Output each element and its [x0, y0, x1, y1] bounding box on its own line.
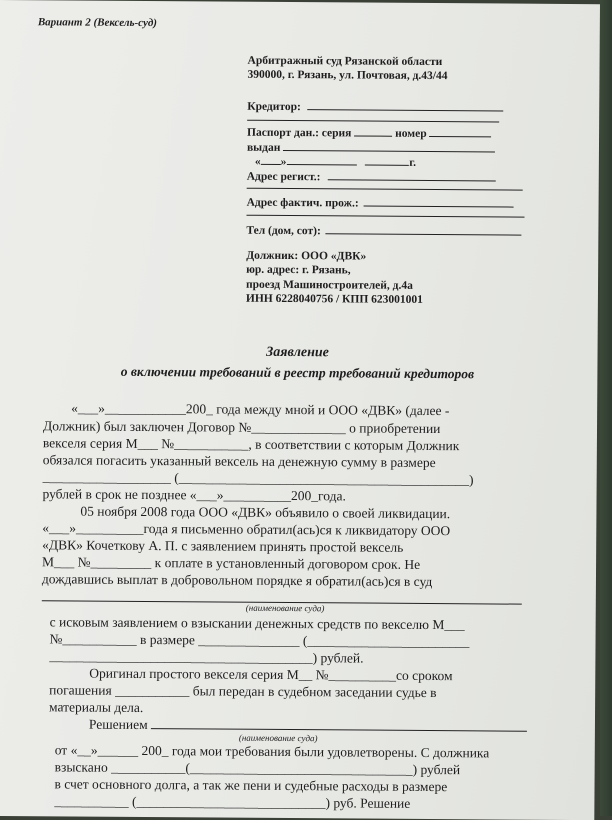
document-title: Заявление	[266, 344, 329, 361]
body-line-17: материалы дела.	[49, 699, 144, 716]
body-line-8: «___»__________года я письменно обратил(ась)ся к ликвидатору ООО	[42, 520, 451, 539]
reg-address-label: Адрес регист.:	[246, 170, 321, 184]
court-address: 390000, г. Рязань, ул. Почтовая, д.43/44	[247, 68, 448, 83]
body-line-22: ___________ (____________________________) руб. Решение	[54, 793, 411, 811]
phone-blank	[326, 222, 522, 235]
body-line-14: _______________________________________) рублей.	[49, 648, 364, 666]
date-close-quote: »	[280, 155, 287, 169]
passport-number-label: номер	[395, 127, 427, 140]
body-line-9: «ДВК» Кочеткову А. П. с заявлением принять простой вексель	[42, 537, 404, 555]
issued-blank	[283, 139, 495, 152]
passport-label: Паспорт дан.: серия	[247, 126, 352, 140]
body-line-15: Оригинал простого векселя серия М__ №__________со сроком	[89, 665, 453, 684]
court-name-caption-2: (наименование суда)	[238, 732, 318, 744]
background-edge	[600, 0, 612, 816]
phone-label: Тел (дом, сот):	[246, 224, 321, 238]
passport-series-blank	[354, 124, 392, 136]
body-line-6: рублей в срок не позднее «___»__________200_года.	[42, 486, 346, 504]
actual-address-label: Адрес фактич. прож.:	[246, 196, 359, 210]
body-line-10: М___ №_________ к оплате в установленный договором срок. Не	[42, 554, 421, 572]
court-name-blank-2	[151, 717, 527, 732]
reg-address-blank-2	[247, 188, 523, 191]
issued-date-field	[255, 153, 416, 169]
debtor-label: Должник: ООО «ДВК»	[246, 249, 367, 263]
body-line-19: от «__»______ 200_ года мои требования были удовлетворены. С должника	[54, 742, 490, 761]
body-line-13: №___________ в размере _______________ (________________________	[49, 631, 470, 650]
passport-field	[247, 124, 492, 141]
body-line-7: 05 ноября 2008 года ООО «ДВК» объявило о своей ликвидации.	[80, 503, 451, 522]
passport-number-blank	[429, 125, 491, 137]
debtor-address-2: проезд Машиностроителей, д.4а	[245, 278, 413, 292]
date-year-blank	[365, 154, 409, 166]
date-open-quote: «	[254, 155, 261, 168]
reg-address-blank	[327, 168, 495, 181]
year-suffix: г.	[409, 156, 417, 169]
body-line-20: взыскано ___________(_________________________________) рублей	[54, 759, 461, 778]
creditor-label: Кредитор:	[247, 100, 301, 114]
reg-address-field	[247, 168, 496, 185]
court-name-caption-1: (наименование суда)	[245, 602, 325, 614]
court-name: Арбитражный суд Рязанской области	[247, 54, 443, 69]
body-line-16: погашения ___________ был передан в судебном заседании судье в	[49, 682, 437, 701]
body-line-3: векселя серия М___ №___________, в соответствии с которым Должник	[42, 435, 460, 454]
debtor-address-1: юр. адрес: г. Рязань,	[246, 263, 351, 277]
actual-address-field	[247, 194, 514, 211]
body-line-4: обязался погасить указанный вексель на денежную сумму в размере	[42, 452, 436, 471]
variant-label: Вариант 2 (Вексель-суд)	[37, 16, 158, 30]
creditor-field	[247, 98, 504, 115]
creditor-blank	[308, 98, 504, 111]
date-day-blank	[261, 153, 281, 165]
creditor-blank-2	[247, 120, 499, 123]
body-line-1: «___»____________200_ года между мной и ООО «ДВК» (далее -	[71, 400, 450, 419]
actual-address-blank-2	[246, 215, 524, 218]
body-line-12: с исковым заявлением о взыскании денежных средств по векселю М___	[49, 614, 465, 633]
body-line-11: дождавшись выплат в добровольном порядке я обратил(ась)ся в суд	[41, 571, 433, 590]
body-line-21: в счет основного долга, а так же пени и судебные расходы в размере	[54, 776, 448, 795]
body-line-2: Должник) был заключен Договор №______________ о приобретении	[42, 418, 441, 437]
decision-label: Решением	[88, 716, 148, 733]
document-subtitle: о включении требований в реестр требований кредиторов	[120, 363, 475, 382]
actual-address-blank	[364, 195, 514, 208]
date-month-blank	[286, 153, 356, 165]
phone-field	[246, 222, 521, 239]
body-line-5: ___________________ (___________________________________________)	[42, 469, 474, 488]
debtor-inn: ИНН 6228040756 / КПП 623001001	[245, 292, 423, 306]
issued-label: выдан	[246, 141, 281, 154]
